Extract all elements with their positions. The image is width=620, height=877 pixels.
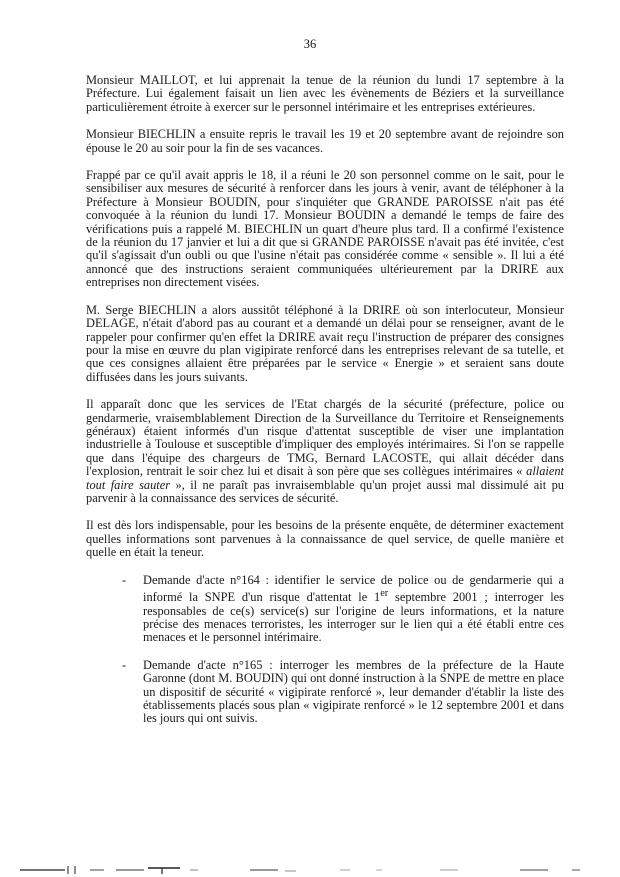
document-body [86, 74, 564, 740]
paragraph-text: », il ne paraît pas invraisemblable qu'un projet aussi mal dissimulé ait pu parvenir à la connaissance des services de sécurité. [86, 477, 564, 505]
list-item-text: septembre 2001 ; interroger les responsables de ce(s) service(s) sur l'origine de leurs informations, et la nature précise des menaces terroristes, les interroger sur le lien qui a été établi entre ces menaces et le personnel intérimaire. [143, 590, 564, 645]
paragraph-text: Il apparaît donc que les services de l'Etat chargés de la sécurité (préfecture, police ou gendarmerie, vraisemblablement Direction de la Surveillance du Territoire et Renseignements généraux) étaient informés d'un risque d'attentat susceptible de viser une implantation industrielle à Toulouse et susceptible d'impliquer des employés intérimaires. Si l'on se rappelle que dans l'équipe des chargeurs de TMG, Bernard LACOSTE, qui allait décéder dans l'explosion, rentrait le soir chez lui et disait à son père que ses collègues intérimaires « [86, 397, 564, 479]
list-item [86, 659, 564, 726]
list-item-text: Demande d'acte n°164 : identifier le service de police ou de gendarmerie qui a informé la SNPE d'un risque d'attentat le 1 [143, 572, 564, 605]
paragraph: Monsieur BIECHLIN a ensuite repris le travail les 19 et 20 septembre avant de rejoindre son épouse le 20 au soir pour la fin de ses vacances. [86, 127, 564, 155]
request-list [86, 574, 564, 726]
ordinal-suffix: er [380, 588, 389, 599]
page-number: 36 [303, 37, 317, 51]
list-dash: - [122, 657, 127, 672]
paragraph: Il est dès lors indispensable, pour les besoins de la présente enquête, de déterminer exactement quelles informations sont parvenues à la connaissance de quel service, de quelle manière et quelle en était la teneur. [86, 518, 564, 560]
quoted-phrase: allaient tout faire sauter [86, 464, 564, 492]
list-item-text: Demande d'acte n°165 : interroger les membres de la préfecture de la Haute Garonne (dont M. BOUDIN) qui ont donné instruction à la SNPE de mettre en place un dispositif de sécurité « vigipirate renforcé », leur demander d'établir la liste des établissements placés sous plan « vigipirate renforcé » le 12 septembre 2001 et dans les jours qui ont suivis. [143, 657, 564, 726]
paragraph [86, 398, 564, 505]
scan-artifact-line [20, 864, 605, 874]
paragraph: Frappé par ce qu'il avait appris le 18, il a réuni le 20 son personnel comme on le sait, pour le sensibiliser aux mesures de sécurité à renforcer dans les jours à venir, avant de téléphoner à la Préfecture à Monsieur BOUDIN, pour s'inquiéter que GRANDE PAROISSE n'ait pas été convoquée à la réunion du lundi 17. Monsieur BOUDIN a demandé le temps de faire des vérifications puis a rappelé M. BIECHLIN un quart d'heure plus tard. Il a confirmé l'existence de la réunion du 17 janvier et lui a dit que si GRANDE PAROISSE n'avait pas été invitée, c'est qu'il s'agissait d'un oubli ou que l'usine n'était pas considérée comme « sensible ». Il lui a été annoncé que des instructions seraient communiquées ultérieurement par la DRIRE aux entreprises non directement visées. [86, 168, 564, 290]
list-dash: - [122, 572, 127, 587]
paragraph: Monsieur MAILLOT, et lui apprenait la tenue de la réunion du lundi 17 septembre à la Préfecture. Lui également faisait un lien avec les évènements de Béziers et la surveillance particulièrement étroite à exercer sur le personnel intérimaire et les entreprises extérieures. [86, 73, 564, 114]
paragraph: M. Serge BIECHLIN a alors aussitôt téléphoné à la DRIRE où son interlocuteur, Monsieur DELAGE, n'était d'abord pas au courant et a demandé un délai pour se renseigner, avant de le rappeler pour confirmer qu'en effet la DRIRE avait reçu l'instruction de préparer des consignes pour la mise en œuvre du plan vigipirate renforcé dans les entreprises relevant de sa tutelle, et que ces consignes allaient être préparées par le service « Energie » et seraient sans doute diffusées dans les jours suivants. [86, 302, 564, 384]
list-item [86, 574, 564, 645]
